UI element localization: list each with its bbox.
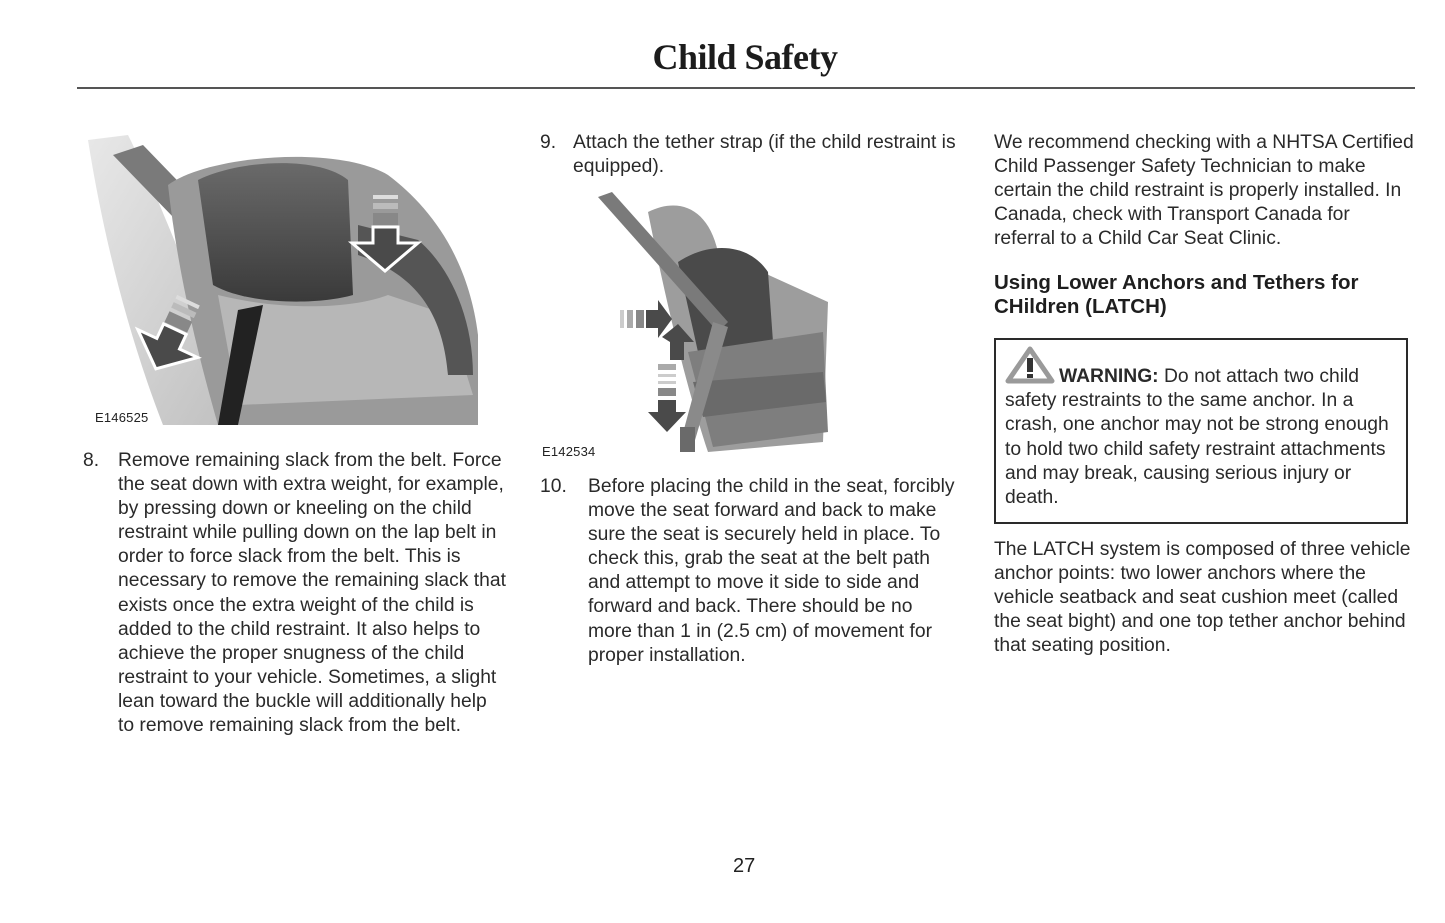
warning-text: Do not attach two child safety restraints to the same anchor. In a crash, one anchor may not be strong enough to hold two child safety restraint attachments and may break, causing serious injury or death. bbox=[1005, 366, 1389, 509]
step-10 bbox=[540, 475, 960, 668]
step-text: Before placing the child in the seat, forcibly move the seat forward and back to make sure the seat is securely held in place. To check this, grab the seat at the belt path and attempt to move it side to side and forward and back. There should be no more than 1 in (2.5 cm) of movement for proper installation. bbox=[588, 476, 955, 666]
latch-section-heading bbox=[994, 271, 1414, 319]
latch-description bbox=[994, 538, 1414, 658]
warning-box bbox=[994, 338, 1408, 524]
intro-text: We recommend checking with a NHTSA Certified Child Passenger Safety Technician to make certain the child restraint is properly installed. In Canada, check with Transport Canada for referral to a Child Car Seat Clinic. bbox=[994, 132, 1414, 250]
step-8 bbox=[83, 449, 508, 738]
push-arrow-icon bbox=[620, 300, 672, 338]
step-9 bbox=[540, 131, 960, 179]
step-number: 9. bbox=[540, 132, 557, 153]
warning-triangle-icon bbox=[1005, 346, 1055, 384]
step-text: Remove remaining slack from the belt. Force the seat down with extra weight, for example, by pressing down or kneeling on the child restraint while pulling down on the lap belt in order to force slack from the belt. This is necessary to remove the remaining slack that exists once the extra weight of the child is added to the child restraint. It also helps to achieve the proper snugness of the child restraint to your vehicle. Sometimes, a slight lean toward the buckle will additionally help to remove remaining slack from the belt. bbox=[118, 450, 506, 737]
child-seat-tether-illustration bbox=[598, 192, 838, 452]
figure-label: E146525 bbox=[95, 410, 149, 425]
section-heading: Using Lower Anchors and Tethers for CHildren (LATCH) bbox=[994, 271, 1359, 318]
step-number: 10. bbox=[540, 476, 567, 497]
page-number: 27 bbox=[733, 855, 756, 877]
step-number: 8. bbox=[83, 450, 100, 471]
figure-label: E142534 bbox=[542, 444, 596, 459]
intro-paragraph bbox=[994, 131, 1414, 251]
page-title: Child Safety bbox=[652, 37, 838, 77]
child-seat-press-down-illustration bbox=[88, 135, 483, 425]
title-divider bbox=[77, 87, 1415, 89]
step-text: Attach the tether strap (if the child restraint is equipped). bbox=[573, 132, 956, 178]
latch-text: The LATCH system is composed of three vehicle anchor points: two lower anchors where the vehicle seatback and seat cushion meet (called the seat bight) and one top tether anchor behind that seating position. bbox=[994, 539, 1411, 657]
warning-label: WARNING: bbox=[1059, 366, 1159, 387]
